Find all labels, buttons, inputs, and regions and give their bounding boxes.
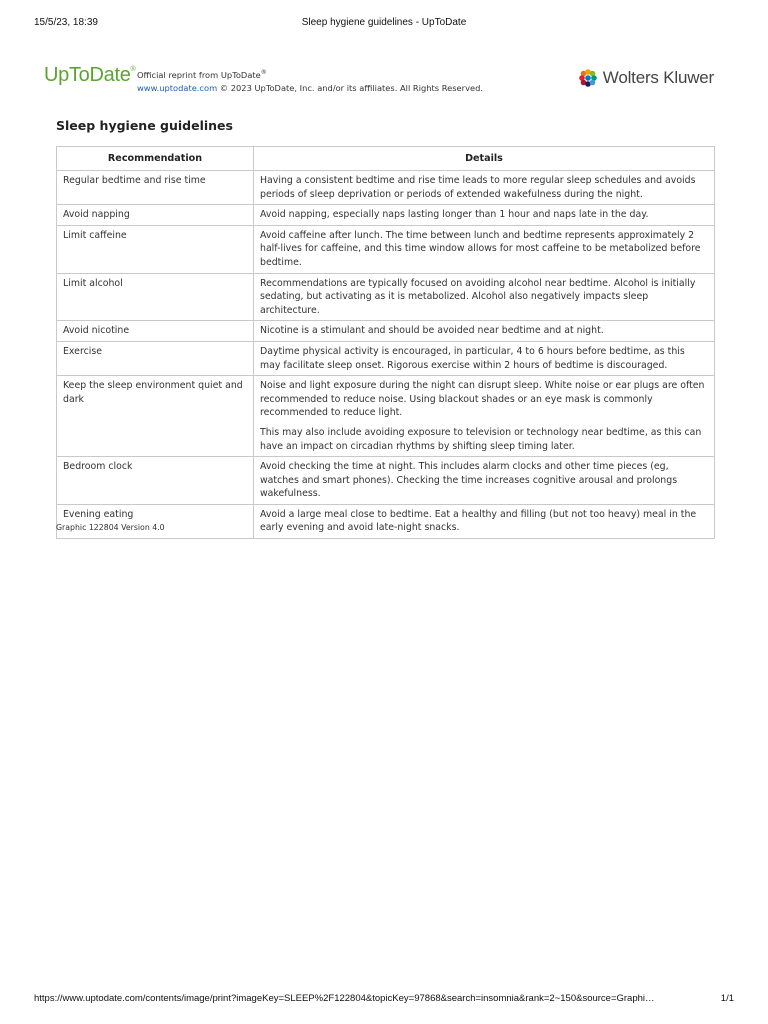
details-paragraph: Recommendations are typically focused on avoiding alcohol near bedtime. Alcohol is initially sedating, but activating as it is metabolized. Alcohol also negatively impacts sleep architecture. — [260, 277, 696, 316]
print-page-title: Sleep hygiene guidelines - UpToDate — [301, 17, 467, 28]
recommendation-cell: Keep the sleep environment quiet and dark — [57, 376, 254, 457]
details-paragraph: Nicotine is a stimulant and should be avoided near bedtime and at night. — [260, 325, 604, 337]
details-cell — [254, 321, 715, 342]
table-row — [57, 504, 715, 538]
details-cell — [254, 457, 715, 505]
publisher-name: Wolters Kluwer — [602, 68, 714, 87]
copyright-text: © 2023 UpToDate, Inc. and/or its affiliates. All Rights Reserved. — [219, 82, 483, 93]
print-url: https://www.uptodate.com/contents/image/print?imageKey=SLEEP%2F122804&topicKey=97868&search=insomnia&rank=2~150&source=Graphi… — [34, 993, 655, 1004]
table-row — [57, 321, 715, 342]
recommendation-cell: Limit caffeine — [57, 225, 254, 273]
details-paragraph: Avoid a large meal close to bedtime. Eat a healthy and filling (but not too heavy) meal in the early evening and avoid late-night snacks. — [260, 508, 697, 534]
details-cell — [254, 504, 715, 538]
details-cell — [254, 273, 715, 321]
recommendation-cell: Avoid napping — [57, 205, 254, 226]
reprint-text: Official reprint from UpToDate — [137, 69, 261, 80]
recommendation-cell: Evening eating — [57, 504, 254, 538]
header-recommendation: Recommendation — [57, 147, 254, 171]
details-paragraph: Noise and light exposure during the night can disrupt sleep. White noise or ear plugs are often recommended to reduce noise. Using blackout shades or an eye mask is commonly recommended to reduce light. — [260, 380, 705, 419]
guidelines-table — [56, 146, 715, 539]
table-header-row — [57, 147, 715, 171]
details-paragraph: Avoid caffeine after lunch. The time between lunch and bedtime represents approximately 2 half-lives for caffeine, and this time window allows for most caffeine to be metabolized before bedtime. — [260, 229, 701, 268]
uptodate-site-link[interactable]: www.uptodate.com — [137, 82, 218, 93]
graphic-caption: Graphic 122804 Version 4.0 — [56, 523, 165, 532]
details-cell — [254, 376, 715, 457]
details-paragraph: Daytime physical activity is encouraged, in particular, 4 to 6 hours before bedtime, as this may facilitate sleep onset. Rigorous exercise within 2 hours of bedtime is discouraged. — [260, 345, 685, 371]
table-row — [57, 171, 715, 205]
print-footer — [34, 993, 734, 1005]
document-title: Sleep hygiene guidelines — [56, 118, 233, 133]
recommendation-cell: Regular bedtime and rise time — [57, 171, 254, 205]
wolters-kluwer-globe-icon — [576, 66, 600, 90]
wolters-kluwer-logo — [576, 66, 714, 90]
table-row — [57, 273, 715, 321]
details-paragraph: This may also include avoiding exposure to television or technology near bedtime, as this can have an impact on circadian rhythms by shifting sleep timing later. — [260, 426, 702, 452]
details-cell — [254, 225, 715, 273]
details-cell — [254, 171, 715, 205]
header-details: Details — [254, 147, 715, 171]
uptodate-logo: UpToDate® — [44, 64, 136, 86]
details-paragraph: Having a consistent bedtime and rise time leads to more regular sleep schedules and avoids periods of sleep deprivation or periods of extended wakefulness during the night. — [260, 175, 696, 200]
table-row — [57, 225, 715, 273]
table-row — [57, 376, 715, 457]
table-row — [57, 341, 715, 375]
details-cell — [254, 341, 715, 375]
details-paragraph: Avoid napping, especially naps lasting longer than 1 hour and naps late in the day. — [260, 209, 649, 221]
table-row — [57, 457, 715, 505]
recommendation-cell: Avoid nicotine — [57, 321, 254, 342]
recommendation-cell: Bedroom clock — [57, 457, 254, 505]
reprint-notice: Official reprint from UpToDate® www.uptodate.com © 2023 UpToDate, Inc. and/or its affiliates. All Rights Reserved. — [137, 69, 483, 93]
brand-bar — [44, 62, 714, 96]
details-paragraph: Avoid checking the time at night. This includes alarm clocks and other time pieces (eg, watches and smart phones). Checking the time increases cognitive arousal and prolongs wakefulness. — [260, 461, 678, 500]
recommendation-cell: Limit alcohol — [57, 273, 254, 321]
page-number: 1/1 — [720, 993, 734, 1004]
table-row — [57, 205, 715, 226]
print-datetime: 15/5/23, 18:39 — [34, 17, 98, 28]
print-header — [34, 17, 734, 31]
table-body — [57, 171, 715, 539]
recommendation-cell: Exercise — [57, 341, 254, 375]
details-cell — [254, 205, 715, 226]
